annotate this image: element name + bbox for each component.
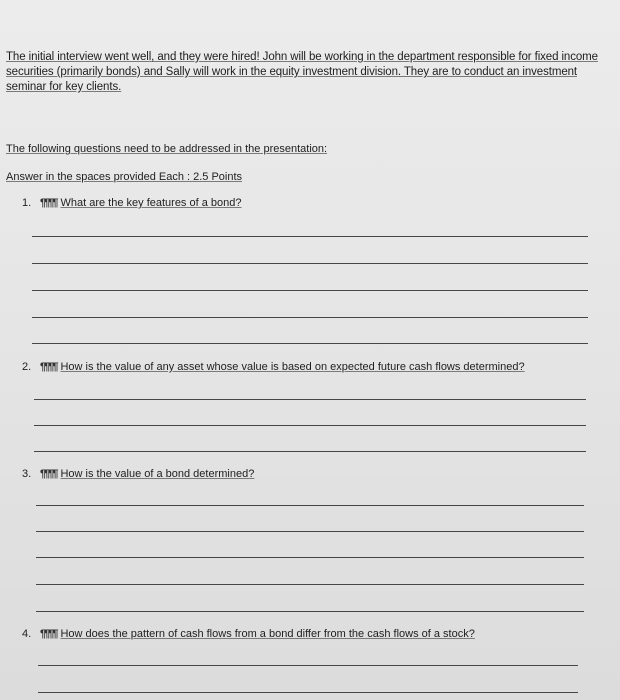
question-text: How does the pattern of cash flows from a bond differ from the cash flows of a stock? <box>60 628 475 640</box>
question-number: 3. <box>22 468 32 480</box>
intro-text-continued: They are to conduct an investment seminar for key clients. <box>6 66 578 93</box>
answer-line[interactable] <box>32 343 588 344</box>
answer-line[interactable] <box>36 584 584 585</box>
answer-line[interactable] <box>34 425 586 426</box>
question-2 <box>22 361 525 373</box>
question-text: What are the key features of a bond? <box>60 197 242 209</box>
answer-line[interactable] <box>34 451 586 452</box>
answer-line[interactable] <box>32 263 588 264</box>
pilcrow-marks: ¶¶¶¶ <box>40 361 57 373</box>
answer-line[interactable] <box>36 505 584 506</box>
points-note: Answer in the spaces provided Each : 2.5 Points <box>6 171 243 183</box>
pilcrow-marks: ¶¶¶¶ <box>40 468 57 480</box>
pilcrow-marks: ¶¶¶¶ <box>40 628 57 640</box>
question-number: 2. <box>22 361 32 373</box>
answer-line[interactable] <box>32 236 588 237</box>
answer-line[interactable] <box>36 531 584 532</box>
intro-paragraph <box>6 50 612 95</box>
answer-line[interactable] <box>34 399 586 400</box>
question-number: 4. <box>22 628 32 640</box>
pilcrow-marks: ¶¶¶¶ <box>40 197 57 209</box>
question-text: How is the value of any asset whose value is based on expected future cash flows determined? <box>60 361 525 373</box>
answer-line[interactable] <box>36 611 584 612</box>
answer-line[interactable] <box>36 557 584 558</box>
answer-line[interactable] <box>38 692 578 693</box>
answer-line[interactable] <box>38 665 578 666</box>
answer-line[interactable] <box>32 317 588 318</box>
question-text: How is the value of a bond determined? <box>60 468 255 480</box>
instructions-heading: The following questions need to be addressed in the presentation: <box>6 143 328 155</box>
answer-line[interactable] <box>32 290 588 291</box>
question-1 <box>22 197 242 209</box>
question-4 <box>22 628 475 640</box>
question-number: 1. <box>22 197 32 209</box>
question-3 <box>22 468 254 480</box>
intro-text: The initial interview went well, and they were hired! John will be working in the department responsible for fixed income securities (primarily bonds) and Sally will work in the equity investment division. <box>6 51 598 78</box>
